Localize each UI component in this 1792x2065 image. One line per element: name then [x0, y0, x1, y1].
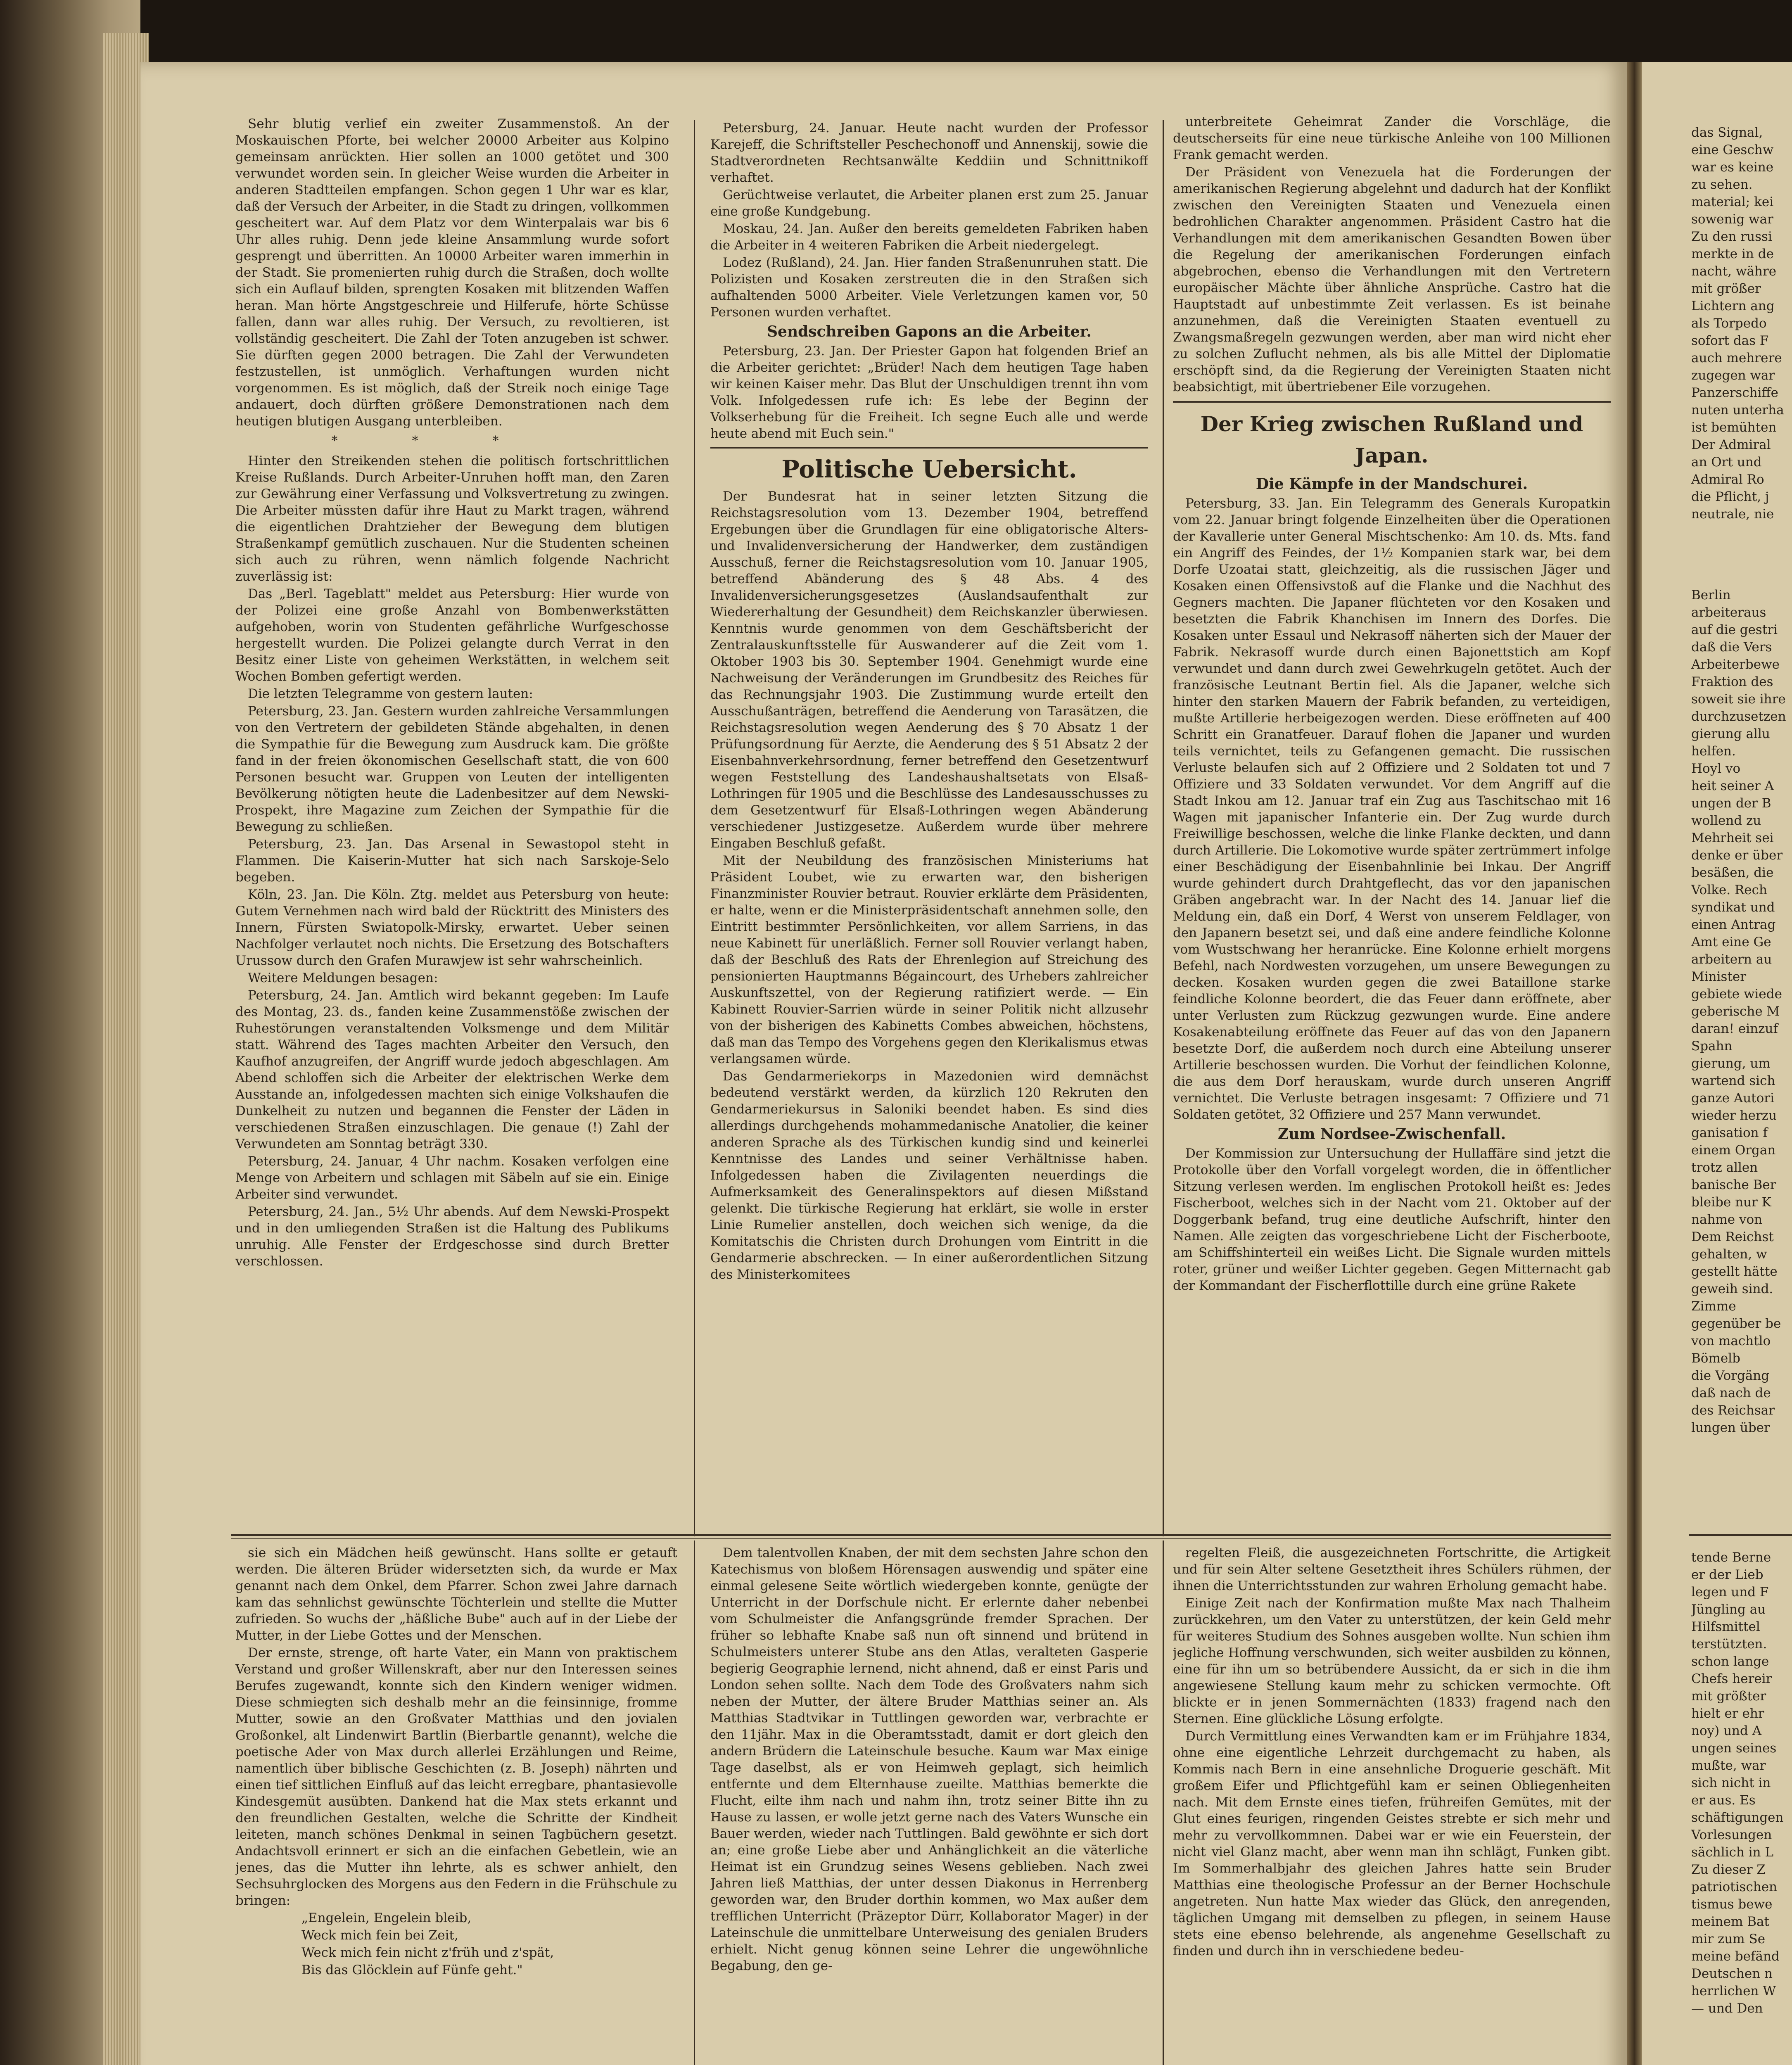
section-divider: *​*​*: [331, 434, 573, 448]
poem-line: Weck mich fein bei Zeit,: [301, 1928, 458, 1943]
paragraph: Lodez (Rußland), 24. Jan. Hier fanden Straßenunruhen statt. Die Polizisten und Kosaken zerstreuten die in den Straßen sich aufhaltenden 5000 Arbeiter. Viele Verletzungen kamen vor, 50 Personen wurden verhaftet.: [710, 255, 1148, 320]
right-page-line: material; kei: [1691, 195, 1774, 209]
right-page-line: Dem Reichst: [1691, 1230, 1774, 1244]
right-page-line: gestellt hätte: [1691, 1264, 1778, 1279]
right-page-line: soweit sie ihre: [1691, 692, 1786, 707]
right-page-line: Berlin: [1691, 588, 1731, 603]
right-page-line: geberische M: [1691, 1004, 1780, 1019]
war-title: Der Krieg zwischen Rußland und Japan.: [1200, 412, 1583, 468]
right-page-line: neutrale, nie: [1691, 507, 1774, 522]
right-page-line: Amt eine Ge: [1691, 935, 1771, 949]
right-page-line: als Torpedo: [1691, 316, 1767, 331]
right-page-line: herrlichen W: [1691, 1984, 1776, 1999]
right-page-line: wollend zu: [1691, 813, 1761, 828]
right-page-line: Arbeiterbewe: [1691, 657, 1780, 672]
news-column-1: [235, 116, 669, 1487]
feuilleton-column-2: [710, 1545, 1148, 2065]
right-page-line: Volke. Rech: [1691, 883, 1767, 897]
feuilleton-column-3: [1173, 1545, 1611, 2065]
right-page-line: Fraktion des: [1691, 674, 1773, 689]
right-page-line: gierung allu: [1691, 726, 1770, 741]
paragraph: Sehr blutig verlief ein zweiter Zusammenstoß. An der Moskauischen Pforte, bei welcher 20000 Arbeiter aus Kolpino gemeinsam anrückten. Hier sollen an 1000 getötet und 300 verwundet worden sein. In gleicher Weise wurden die Arbeiter in anderen Stadtteilen empfangen. Schon gegen 1 Uhr war es klar, daß der Versuch der Arbeiter, in die Stadt zu dringen, vollkommen gescheitert war. Auf dem Platz vor dem Winterpalais war bis 6 Uhr alles ruhig. Denn jede kleine Ansammlung wurde sofort gesprengt und überritten. An 10000 Arbeiter waren immerhin in der Stadt. Sie promenierten ruhig durch die Straßen, doch wollte sich ein Auflauf bilden, sprengten Kosaken mit blitzenden Waffen heran. Man hörte Angstgeschreie und Hilferufe, hörte Schüsse fallen, dann war alles ruhig. Der Versuch, zu revoltieren, ist vollständig gescheitert. Die Zahl der Toten anzugeben ist schwer. Sie dürften gegen 2000 betragen. Die Zahl der Verwundeten festzustellen, ist unmöglich. Verhaftungen wurden nicht vorgenommen. Es ist möglich, daß der Streik noch einige Tage andauert, doch dürften größere Demonstrationen nach dem heutigen blutigen Ausgang unterbleiben.: [235, 116, 669, 429]
paragraph: Petersburg, 33. Jan. Ein Telegramm des Generals Kuropatkin vom 22. Januar bringt folgende Einzelheiten über die Operationen der Kavallerie unter General Mischtschenko: Am 10. ds. Mts. fand ein Angriff des Feindes, der 1½ Kompanien stark war, bei dem Dorfe Uzoatai statt, gleichzeitig, als die russischen Jäger und Kosaken einen Offensivstoß auf die Flanke und die Nachhut des Gegners machten. Die Japaner flüchteten vor den Kosaken und besetzten die Fabrik Khanchisen im Innern des Dorfes. Die Kosaken unter Essaul und Nekrasoff näherten sich der Mauer der Fabrik. Nekrasoff wurde durch einen Bajonettstich am Kopf verwundet und dann durch zwei Gewehrkugeln getötet. Auch der französische Leutnant Bertin fiel. Als die Japaner, welche sich hinter den starken Mauern der Fabrik befanden, zu verteidigen, mußte Artillerie herbeigezogen werden. Diese eröffneten auf 400 Schritt ein Granatfeuer. Darauf flohen die Japaner und wurden teils vernichtet, teils zu Gefangenen gemacht. Die russischen Verluste belaufen sich auf 2 Offiziere und 2 Soldaten tot und 7 Offiziere und 33 Soldaten verwundet. Vor dem Angriff auf die Stadt Inkou am 12. Januar traf ein Zug aus Taschitschao mit 16 Wagen mit japanischer Infanterie ein. Der Zug wurde durch Freiwillige beschossen, welche die linke Flanke deckten, und dann durch Artillerie. Die Lokomotive wurde später zertrümmert infolge einer Beschädigung der Eisenbahnlinie bei Inkau. Der Angriff wurde gehindert durch Drahtgeflecht, das vor den japanischen Gräben angebracht war. In der Nacht des 14. Januar lief die Meldung ein, daß ein Dorf, 4 Werst von unserem Feldlager, von den Japanern besetzt sei, und daß eine andere feindliche Kolonne vom Wustschwang her heranrücke. Eine Kolonne erhielt morgens Befehl, nach Nordwesten vorzugehen, um unsere Bewegungen zu decken. Kosaken wurden gegen die zwei Bataillone starke feindliche Kolonne beordert, die das Feuer dann eröffnete, aber unter Verlusten zum Rückzug gezwungen wurde. Eine andere Kosakenabteilung eröffnete das Feuer auf das von den Japanern besetzte Dorf, die außerdem noch durch eine Abteilung unserer Artillerie beschossen wurden. Die Vorhut der feindlichen Kolonne, die aus dem Dorf herauskam, wurde durch unseren Angriff vernichtet. Die Verluste betragen insgesamt: 7 Offiziere und 71 Soldaten getötet, 32 Offiziere und 257 Mann verwundet.: [1173, 496, 1611, 1122]
gapon-heading: Sendschreiben Gapons an die Arbeiter.: [767, 323, 1092, 340]
right-page-line: ungen der B: [1691, 796, 1771, 811]
right-page-rule: [1689, 1534, 1792, 1536]
right-page-line: nahme von: [1691, 1212, 1763, 1227]
right-page-column-bottom: [1691, 1549, 1790, 2065]
paragraph: Petersburg, 23. Jan. Das Arsenal in Sewastopol steht in Flammen. Die Kaiserin-Mutter hat sich nach Sarskoje-Selo begeben.: [235, 837, 669, 885]
right-page-line: geweih sind.: [1691, 1282, 1773, 1296]
right-page-line: Zu dieser Z: [1691, 1862, 1766, 1877]
politics-title: Politische Uebersicht.: [781, 455, 1077, 483]
right-page-line: gehalten, w: [1691, 1247, 1767, 1262]
right-page-line: Lichtern ang: [1691, 299, 1775, 313]
paragraph: Mit der Neubildung des französischen Ministeriums hat Präsident Loubet, wie zu erwarten war, den bisherigen Finanzminister Rouvier betraut. Rouvier erklärte dem Präsidenten, er halte, wenn er die Ministerpräsidentschaft annehmen solle, den Eintritt bestimmter Persönlichkeiten, vor allem Sarriens, in das neue Kabinett für unerläßlich. Ferner soll Rouvier verlangt haben, daß der Beschluß des Rats der Ehrenlegion auf Streichung des pensionierten Hauptmanns Bégaincourt, des Urhebers zahlreicher Auskunftszettel, von der Regierung ratifiziert werde. — Ein Kabinett Rouvier-Sarrien würde in seiner Politik nicht allzusehr von der bisherigen des Kabinetts Combes abweichen, höchstens, daß man das Tempo des Vorgehens gegen den Klerikalismus etwas verlangsamen würde.: [710, 853, 1148, 1066]
right-page-line: ungen seines: [1691, 1741, 1777, 1756]
right-page-line: Hilfsmittel: [1691, 1619, 1760, 1634]
section-rule: [1173, 401, 1611, 403]
right-page-line: denke er über: [1691, 848, 1783, 863]
right-page-line: einem Organ: [1691, 1143, 1776, 1158]
right-page-line: zugegen war: [1691, 368, 1775, 383]
right-page-line: Minister: [1691, 969, 1747, 984]
right-page-line: ist bemühten: [1691, 420, 1777, 435]
right-page-line: auch mehrere: [1691, 351, 1782, 366]
paragraph: Der ernste, strenge, oft harte Vater, ein Mann von praktischem Verstand und großer Willenskraft, aber nur den Interessen seines Berufes zugewandt, konnte sich den Kindern weniger widmen. Diese schmiegten sich deshalb mehr an die feinsinnige, fromme Mutter, sowie an den Großvater Matthias und den jovialen Großonkel, alt Lindenwirt Bartlin (Bierbartle genannt), welche die poetische Ader von Max durch allerlei Erzählungen und Reime, namentlich über biblische Geschichten (z. B. Joseph) nährten und einen tief sittlichen Einfluß auf das leicht erregbare, phantasievolle Kindesgemüt ausübten. Dankend hat die Max stets erkannt und den freundlichen Gestalten, welche die Schritte der Kindheit leiteten, manch schönes Denkmal in seinen Tagbüchern gesetzt. Andachtsvoll erinnert er sich an die einfachen Gebetlein, wie an jenes, das die Mutter ihn lehrte, als es schwer anhielt, den Sechsuhrglocken des Morgens aus den Federn in die Frühschule zu bringen:: [235, 1645, 677, 1908]
paragraph: Dem talentvollen Knaben, der mit dem sechsten Jahre schon den Katechismus von bloßem Hörensagen auswendig und später eine einmal gelesene Seite wörtlich wiedergeben konnte, genügte der Unterricht in der Dorfschule nicht. Er erlernte daher nebenbei vom Schulmeister die Anfangsgründe fremder Sprachen. Der früher so lebhafte Knabe saß nun oft sinnend und brütend in Schulmeisters unterer Stube ans den Atlas, veralteten Gasperie begierig Geographie lernend, nicht ahnend, daß er einst Paris und London sehen sollte. Nach dem Tode des Großvaters nahm sich neben der Mutter, der ältere Bruder Matthias seiner an. Als Matthias Stadtvikar in Tuttlingen geworden war, verbrachte er den 11jähr. Max in die Oberamtsstadt, damit er dort gleich den andern Brüdern die Lateinschule besuche. Kaum war Max einige Tage daselbst, als er von Heimweh geplagt, sich heimlich entfernte und dem Elternhause zueilte. Matthias bemerkte die Flucht, eilte ihm nach und nahm ihn, trotz seiner Bitte ihn zu Hause zu lassen, er wolle jetzt gerne nach des Vaters Wunsche ein Bauer werden, wieder nach Tuttlingen. Bald gewöhnte er sich dort an; eine große Liebe aber und Anhänglichkeit an die väterliche Heimat ist ein Grundzug seines Wesens geblieben. Nach zwei Jahren ließ Matthias, der unter dessen Diakonus in Herrenberg geworden war, den Bruder dorthin kommen, wo Max außer dem trefflichen Unterricht (Präzeptor Dürr, Kollaborator Mager) in der Lateinschule die unmittelbare Unterweisung des genialen Bruders erhielt. Nicht genug können seine Lehrer die ungewöhnliche Begabung, den ge-: [710, 1545, 1148, 1973]
right-page-line: sächlich in L: [1691, 1845, 1774, 1860]
right-page-line: eine Geschw: [1691, 142, 1774, 157]
right-page-line: meinem Bat: [1691, 1914, 1769, 1929]
right-page-line: — und Den: [1691, 2001, 1763, 2016]
paragraph: Der Präsident von Venezuela hat die Forderungen der amerikanischen Regierung abgelehnt und dadurch hat der Konflikt zwischen den Vereinigten Staaten und Venezuela einen bedrohlichen Charakter angenommen. Präsident Castro hat die Verhandlungen mit dem amerikanischen Gesandten Bowen über die Regelung der amerikanischen Forderungen einfach abgebrochen, ebenso die Verhandlungen mit den Vertretern europäischer Mächte über ähnliche Ansprüche. Castro hat die Hauptstadt auf unbestimmte Zeit verlassen. Es ist beinahe anzunehmen, daß die Vereinigten Staaten eventuell zu Zwangsmaßregeln gezwungen werden, aber man wird nicht eher zu solchen Zuflucht nehmen, als bis alle Mittel der Diplomatie erschöpft sind, da die Regierung der Vereinigten Staaten nicht beabsichtigt, mit übertriebener Eile vorzugehen.: [1173, 165, 1611, 394]
right-page-line: besäßen, die: [1691, 865, 1774, 880]
right-page-line: er der Lieb: [1691, 1567, 1764, 1582]
right-page-line: gierung, um: [1691, 1056, 1771, 1071]
paragraph: Weitere Meldungen besagen:: [248, 971, 438, 985]
right-page-line: Hoyl vo: [1691, 761, 1741, 776]
war-subtitle: Die Kämpfe in der Mandschurei.: [1256, 475, 1528, 493]
right-page-line: Bömelb: [1691, 1351, 1740, 1366]
right-page-line: helfen.: [1691, 744, 1736, 759]
right-page-line: meine befänd: [1691, 1949, 1780, 1964]
right-page-line: daß nach de: [1691, 1386, 1771, 1400]
paragraph: Köln, 23. Jan. Die Köln. Ztg. meldet aus Petersburg von heute: Gutem Vernehmen nach wird bald der Rücktritt des Ministers des Innern, Fürsten Swiatopolk-Mirsky, erwartet. Ueber seinen Nachfolger verlautet noch nichts. Die Ersetzung des Botschafters Urussow durch den Grafen Murawjew ist sehr wahrscheinlich.: [235, 887, 669, 968]
right-page-line: des Reichsar: [1691, 1403, 1775, 1418]
right-page-line: mir zum Se: [1691, 1932, 1766, 1946]
right-page-line: gegenüber be: [1691, 1316, 1781, 1331]
paragraph: Petersburg, 24. Januar, 4 Uhr nachm. Kosaken verfolgen eine Menge von Arbeitern und schlagen mit Säbeln auf sie ein. Einige Arbeiter sind verwundet.: [235, 1154, 669, 1202]
section-rule: [710, 447, 1148, 449]
right-page-line: er aus. Es: [1691, 1793, 1756, 1808]
paragraph: Gerüchtweise verlautet, die Arbeiter planen erst zum 25. Januar eine große Kundgebung.: [710, 188, 1148, 219]
column-rule: [1163, 120, 1164, 1536]
paragraph: Hinter den Streikenden stehen die politisch fortschrittlichen Kreise Rußlands. Durch Arbeiter-Unruhen hofft man, den Zaren zur Gewährung einer Verfassung und Volksvertretung zu zwingen. Die Arbeiter müssten dafür ihre Haut zu Markt tragen, während die eigentlichen Drahtzieher der Bewegung dem blutigen Straßenkampf gemütlich zuschauen. Nur die Studenten scheinen sich auch zu rühren, wenn nämlich folgende Nachricht zuverlässig ist:: [235, 453, 669, 584]
paragraph: regelten Fleiß, die ausgezeichneten Fortschritte, die Artigkeit und für sein Alter seltene Gesetztheit ihres Schülers rühmen, der ihnen die Unterrichtsstunden zur wahren Erholung gemacht habe.: [1173, 1545, 1611, 1593]
right-page-line: mit größter: [1691, 1689, 1766, 1704]
paragraph: Petersburg, 24. Jan., 5½ Uhr abends. Auf dem Newski-Prospekt und in den umliegenden Straßen ist die Haltung des Publikums unruhig. Alle Fenster der Erdgeschosse sind durch Bretter verschlossen.: [235, 1204, 669, 1269]
right-page-line: mußte, war: [1691, 1758, 1766, 1773]
right-page-line: Der Admiral: [1691, 437, 1771, 452]
right-page-column-top: [1691, 124, 1790, 553]
right-page-line: die Pflicht, j: [1691, 489, 1769, 504]
right-page-line: Mehrheit sei: [1691, 831, 1774, 845]
right-page-line: merkte in de: [1691, 247, 1774, 261]
right-page-line: sowenig war: [1691, 212, 1773, 227]
poem-line: Weck mich fein nicht z'früh und z'spät,: [301, 1945, 554, 1960]
right-page-column-mid: [1691, 586, 1790, 1532]
right-page-line: das Signal,: [1691, 125, 1763, 140]
right-page-line: Chefs hereir: [1691, 1671, 1772, 1686]
paragraph: Das Gendarmeriekorps in Mazedonien wird demnächst bedeutend verstärkt werden, da kürzlich 120 Rekruten den Gendarmeriekursus in Saloniki beendet haben. Es sind dies allerdings durchgehends mohammedanische Anatolier, die keiner anderen Sprache als des Türkischen kundig sind und keinerlei Kenntnisse des Landes und seiner Verhältnisse haben. Infolgedessen haben die Zivilagenten neuerdings die Aufmerksamkeit des Generalinspektors auf diesen Mißstand gelenkt. Die türkische Regierung hat erklärt, sie wolle in erster Linie Rumelier anstellen, doch weichen sich wenige, da die Komitatschis die Christen durch Drohungen vom Eintritt in die Gendarmerie abschrecken. — In einer außerordentlichen Sitzung des Ministerkomitees: [710, 1069, 1148, 1282]
right-page-line: nacht, währe: [1691, 264, 1777, 279]
right-page-lines: [1691, 1549, 1790, 2017]
right-page-line: syndikat und: [1691, 900, 1775, 915]
column-rule: [694, 120, 695, 1536]
nordsee-heading: Zum Nordsee-Zwischenfall.: [1277, 1125, 1506, 1143]
paragraph: Petersburg, 24. Jan. Amtlich wird bekannt gegeben: Im Laufe des Montag, 23. ds., fanden keine Zusammenstöße zwischen der Ruhestörungen veranstaltenden Volksmenge und dem Militär statt. Während des Tages machten Arbeiter den Versuch, den Kaufhof anzugreifen, der Angriff wurde jedoch abgeschlagen. Am Abend schloffen sich die Arbeiter der elektrischen Werke dem Ausstande an, infolgedessen machten sich einige Volkshaufen die Dunkelheit zu nutzen und begannen die Fenster der Läden in verschiedenen Straßen einzuschlagen. Die genaue (!) Zahl der Verwundeten am Sonntag beträgt 330.: [235, 988, 669, 1151]
paragraph: unterbreitete Geheimrat Zander die Vorschläge, die deutscherseits für eine neue türkische Anleihe von 100 Millionen Frank gemacht werden.: [1173, 114, 1611, 162]
right-page-line: einen Antrag: [1691, 917, 1776, 932]
right-page-line: sich nicht in: [1691, 1775, 1771, 1790]
right-page-line: terstützten.: [1691, 1637, 1767, 1652]
paragraph: Das „Berl. Tageblatt" meldet aus Petersburg: Hier wurde von der Polizei eine große Anzahl von Bombenwerkstätten aufgehoben, worin von Studenten gefährliche Wurfgeschosse hergestellt wurden. Die Polizei gelangte durch Verrat in den Besitz einer Liste von geheimen Werkstätten, in welchem seit Wochen Bomben gefertigt werden.: [235, 586, 669, 684]
right-page-line: Zimme: [1691, 1299, 1736, 1314]
right-page-line: gebiete wiede: [1691, 987, 1782, 1002]
right-page-line: tismus bewe: [1691, 1897, 1773, 1912]
right-page-line: sofort das F: [1691, 333, 1769, 348]
poem-line: Bis das Glöcklein auf Fünfe geht.": [301, 1963, 523, 1977]
right-page-lines: [1691, 124, 1790, 523]
right-page-line: schon lange: [1691, 1654, 1769, 1669]
paragraph: Petersburg, 23. Jan. Gestern wurden zahlreiche Versammlungen von den Vertretern der gebildeten Stände abgehalten, in denen die Sympathie für die Bewegung zum Ausdruck kam. Die größte fand in der freien ökonomischen Gesellschaft statt, die von 600 Personen besucht war. Gruppen von Leuten der intelligenten Bevölkerung nötigten heute die Ladenbesitzer auf dem Newski-Prospekt, ihre Magazine zum Zeichen der Sympathie für die Bewegung zu schließen.: [235, 704, 669, 834]
right-page-line: schäftigungen: [1691, 1810, 1784, 1825]
right-page-line: an Ort und: [1691, 455, 1762, 470]
news-column-2: [710, 120, 1148, 1532]
paragraph: Der Bundesrat hat in seiner letzten Sitzung die Reichstagsresolution vom 13. Dezember 1904, betreffend Ergebungen über die Grundlagen für eine obligatorische Alters- und Invalidenversicherung der Handwerker, dem zuständigen Ausschuß, ferner die Reichstagsresolution vom 10. Januar 1905, betreffend Abänderung des § 48 Abs. 4 des Invalidenversicherungsgesetzes (Auslandsaufenthalt zur Wiedererhaltung der Gesundheit) dem Reichskanzler überwiesen. Kenntnis wurde genommen von dem Geschäftsbericht der Zentralauskunftsstelle für Auswanderer auf die Zeit vom 1. Oktober 1903 bis 30. September 1904. Genehmigt wurde eine Nachweisung der Veränderungen im Grundbesitz des Reiches für das Rechnungsjahr 1903. Die Zustimmung wurde erteilt den Ausschußanträgen, betreffend die Aenderung von Tarasätzen, die Reichstagsresolution wegen Aenderung des § 70 Absatz 1 der Prüfungsordnung für Aerzte, die Aenderung des § 51 Absatz 2 der Eisenbahnverkehrsordnung, ferner betreffend den Gesetzentwurf wegen Feststellung des Landeshaushaltsetats von Elsaß-Lothringen für 1905 und die Beschlüsse des Landesausschusses zu dem Gesetzentwurf für Elsaß-Lothringen wegen Abänderung verschiedener Justizgesetze. Außerdem wurde über mehrere Eingaben Beschluß gefaßt.: [710, 489, 1148, 851]
right-page-line: Spahn: [1691, 1039, 1733, 1054]
right-page-line: Vorlesungen: [1691, 1828, 1772, 1842]
right-page-line: arbeiteraus: [1691, 605, 1766, 620]
right-page-line: von machtlo: [1691, 1334, 1771, 1348]
right-page-line: banische Ber: [1691, 1177, 1776, 1192]
paragraph: sie sich ein Mädchen heiß gewünscht. Hans sollte er getauft werden. Die älteren Brüder widersetzten sich, da wurde er Max genannt nach dem Onkel, dem Pfarrer. Schon zwei Jahre darnach kam das sehnlichst gewünschte Töchterlein und stellte die Mutter zufrieden. So wuchs der „häßliche Bube" auch auf in der Liebe der Mutter, in der Liebe Gottes und der Menschen.: [235, 1545, 677, 1643]
right-page-line: die Vorgäng: [1691, 1368, 1770, 1383]
paragraph: Einige Zeit nach der Konfirmation mußte Max nach Thalheim zurückkehren, um den Vater zu unterstützen, der kein Geld mehr für weiteres Studium des Sohnes ausgeben wollte. Nun schien ihm jegliche Hoffnung verschwunden, sich weiter ausbilden zu können, eine für ihn um so betrübendere Aussicht, da er sich in die ihm angewiesene Stellung kaum mehr zu schicken vermochte. Oft blickte er in jenen Sommernächten (1833) fragend nach den Sternen. Eine glückliche Lösung erfolgte.: [1173, 1596, 1611, 1726]
right-page-line: zu sehen.: [1691, 177, 1753, 192]
right-page-line: Jüngling au: [1691, 1602, 1766, 1617]
right-page-line: arbeitern au: [1691, 952, 1772, 967]
paragraph: Durch Vermittlung eines Verwandten kam er im Frühjahre 1834, ohne eine eigentliche Lehrzeit durchgemacht zu haben, als Kommis nach Bern in eine ansehnliche Droguerie geschäft. Mit großem Eifer und Pflichtgefühl kam er seinen Obliegenheiten nach. Mit dem Ernste eines tiefen, frühreifen Gemütes, mit der Glut eines feurigen, ringenden Geistes strebte er sich mehr und mehr zu vervollkommnen. Dabei war er wie ein Feuerstein, der nicht viel Glanz macht, aber wenn man ihn schlägt, Funken gibt. Im Sommerhalbjahr des gleichen Jahres hatte sein Bruder Matthias eine theologische Professur an der Berner Hochschule angetreten. Nun hatte Max wieder das Glück, den anregenden, täglichen Umgang mit demselben zu pflegen, in seinem Hause stets eine ebenso belehrende, als angenehme Gesellschaft zu finden und durch ihn in verschiedene bedeu-: [1173, 1729, 1611, 1958]
right-page-line: Panzerschiffe: [1691, 385, 1778, 400]
right-page-line: legen und F: [1691, 1585, 1769, 1600]
right-page-line: noy) und A: [1691, 1723, 1762, 1738]
right-page-line: daran! einzuf: [1691, 1021, 1778, 1036]
right-page-line: trotz allen: [1691, 1160, 1758, 1175]
right-page-line: Deutschen n: [1691, 1966, 1773, 1981]
right-page-line: wartend sich: [1691, 1073, 1775, 1088]
paragraph: Die letzten Telegramme von gestern lauten:: [248, 686, 533, 701]
right-page-line: heit seiner A: [1691, 779, 1774, 793]
feuilleton-column-1: [235, 1545, 677, 2065]
column-rule: [1163, 1540, 1164, 2065]
right-page-line: Zu den russi: [1691, 229, 1772, 244]
right-page-line: daß die Vers: [1691, 640, 1772, 655]
right-page-lines: [1691, 586, 1790, 1436]
paragraph: Moskau, 24. Jan. Außer den bereits gemeldeten Fabriken haben die Arbeiter in 4 weiteren Fabriken die Arbeit niedergelegt.: [710, 221, 1148, 253]
right-page-line: nuten unterha: [1691, 403, 1784, 418]
right-page-line: hielt er ehr: [1691, 1706, 1764, 1721]
right-page-line: tende Berne: [1691, 1550, 1771, 1565]
right-page-line: ganisation f: [1691, 1125, 1768, 1140]
feuilleton-rule: [231, 1538, 1611, 1539]
right-page-line: lungen über: [1691, 1420, 1770, 1435]
right-page-line: ganze Autori: [1691, 1091, 1775, 1106]
right-page-line: durchzusetzen: [1691, 709, 1786, 724]
paragraph: Der Kommission zur Untersuchung der Hullaffäre sind jetzt die Protokolle über den Vorfall vorgelegt worden, die in öffentlicher Sitzung verlesen werden. Im englischen Protokoll heißt es: Jedes Fischerboot, welches sich in der Nacht vom 21. Oktober auf der Doggerbank befand, trug eine deutliche Aufschrift, hinter den Namen. Alle zeigten das vorgeschriebene Licht der Fischerboote, am Schiffshinterteil ein weißes Licht. Die Signale wurden mittels roter, grüner und weißer Lichter gegeben. Gegen Mitternacht gab der Kommandant der Fischerflottille durch eine grüne Rakete: [1173, 1146, 1611, 1293]
news-column-3: [1173, 114, 1611, 1534]
right-page-line: mit größer: [1691, 281, 1761, 296]
right-page-line: Admiral Ro: [1691, 472, 1764, 487]
book-gutter: [1627, 62, 1642, 2065]
right-page-line: bleibe nur K: [1691, 1195, 1771, 1210]
right-page-line: war es keine: [1691, 160, 1774, 175]
feuilleton-rule: [231, 1534, 1611, 1536]
right-page-line: patriotischen: [1691, 1880, 1778, 1894]
paragraph: Petersburg, 24. Januar. Heute nacht wurden der Professor Karejeff, die Schriftsteller Peschechonoff und Annenskij, sowie die Stadtverordneten Rechtsanwälte Keddiin und Schnittnikoff verhaftet.: [710, 121, 1148, 185]
right-page-line: auf die gestri: [1691, 622, 1778, 637]
column-rule: [694, 1540, 695, 2065]
right-page-line: wieder herzu: [1691, 1108, 1777, 1123]
poem-line: „Engelein, Engelein bleib,: [301, 1911, 472, 1925]
paragraph: Petersburg, 23. Jan. Der Priester Gapon hat folgenden Brief an die Arbeiter gerichtet: „Brüder! Nach dem heutigen Tage haben wir keinen Kaiser mehr. Das Blut der Unschuldigen trennt ihn vom Volk. Infolgedessen rufe ich: Es lebe der Beginn der Volkserhebung für die Freiheit. Ich segne Euch alle und werde heute abend mit Euch sein.": [710, 344, 1148, 441]
